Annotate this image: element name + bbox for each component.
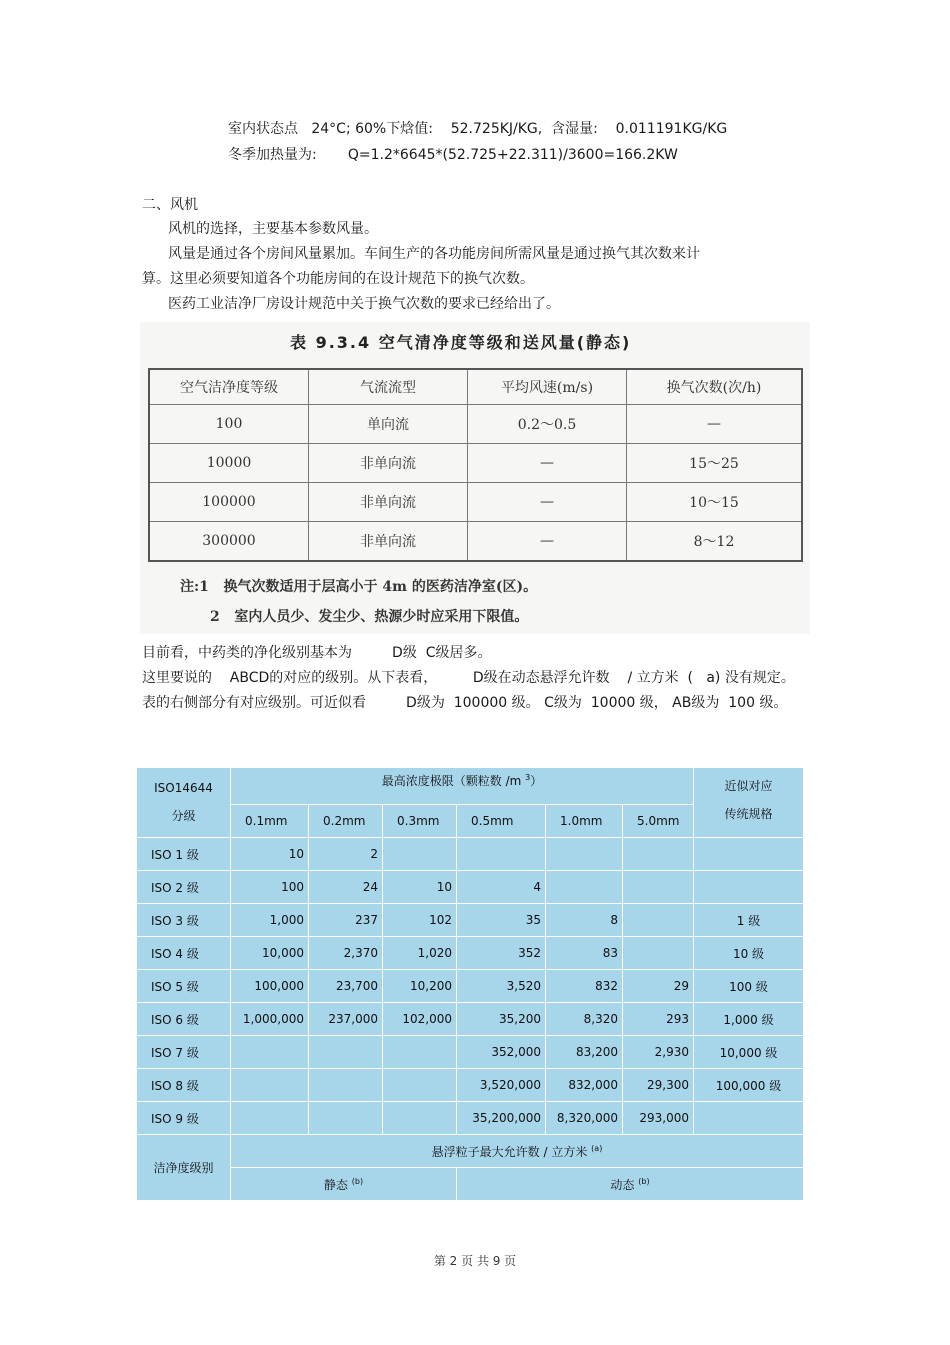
iso-classification-table — [136, 767, 804, 1201]
iso-class-cell: ISO 8 级 — [137, 1069, 231, 1102]
iso-header-row — [137, 768, 804, 805]
header-cell: 气流流型 — [309, 369, 468, 405]
table-row — [149, 522, 802, 562]
iso-value-cell: 1,000 — [231, 904, 309, 937]
table-cell: 0.2～0.5 — [468, 405, 627, 444]
scan-note-1: 注:1 换气次数适用于层高小于 4m 的医药洁净室(区)。 — [180, 579, 538, 595]
table-cell: — — [468, 522, 627, 562]
iso-value-cell — [383, 838, 457, 871]
current-line-1: 目前看，中药类的净化级别基本为 D级 C级居多。 — [142, 645, 492, 661]
dynamic-label — [457, 1168, 804, 1201]
table-cell: — — [627, 405, 803, 444]
iso-value-cell: 4 — [457, 871, 546, 904]
iso-value-cell — [231, 1036, 309, 1069]
scanned-table-figure — [140, 322, 810, 634]
iso-value-cell: 1,000,000 — [231, 1003, 309, 1036]
table-cell: 10～15 — [627, 483, 803, 522]
header-cell: 空气洁净度等级 — [149, 369, 309, 405]
iso-value-cell: 8,320 — [546, 1003, 623, 1036]
iso-value-cell: 1,020 — [383, 937, 457, 970]
table-cell: 100000 — [149, 483, 309, 522]
iso-value-cell — [309, 1036, 383, 1069]
iso-value-cell: 35 — [457, 904, 546, 937]
max-conc-close: ） — [530, 774, 543, 788]
iso-value-cell: 10 — [231, 838, 309, 871]
max-conc-text: 最高浓度极限（颗粒数 /m — [381, 774, 526, 788]
dynamic-text: 动态 — [610, 1177, 639, 1192]
table-cell: — — [468, 444, 627, 483]
iso-value-cell: 29,300 — [623, 1069, 694, 1102]
iso-value-cell: 293 — [623, 1003, 694, 1036]
iso-value-cell: 83 — [546, 937, 623, 970]
iso-class-header-line2: 分级 — [171, 809, 196, 823]
iso-value-cell — [623, 904, 694, 937]
iso-value-cell: 29 — [623, 970, 694, 1003]
iso-value-cell: 10 — [383, 871, 457, 904]
iso-class-cell: ISO 9 级 — [137, 1102, 231, 1135]
iso-value-cell: 237 — [309, 904, 383, 937]
iso-row — [137, 871, 804, 904]
iso-value-cell: 2 — [309, 838, 383, 871]
size-header: 0.3mm — [383, 805, 457, 838]
iso-row — [137, 1036, 804, 1069]
clean-level-row — [137, 1135, 804, 1168]
current-line-2: 这里要说的 ABCD的对应的级别。从下表看， D级在动态悬浮允许数 / 立方米 ( a) 没有规定。 — [142, 670, 795, 686]
iso-class-header — [137, 768, 231, 838]
size-header: 0.2mm — [309, 805, 383, 838]
size-header: 1.0mm — [546, 805, 623, 838]
iso-value-cell — [383, 1036, 457, 1069]
scan-note-2: 2 室内人员少、发尘少、热源少时应采用下限值。 — [210, 609, 529, 625]
iso-value-cell — [383, 1102, 457, 1135]
iso-value-cell: 10,000 — [231, 937, 309, 970]
approx-header-line1: 近似对应 — [724, 779, 773, 793]
iso-approx-cell: 100,000 级 — [694, 1069, 804, 1102]
clean-level-label: 洁净度级别 — [137, 1135, 231, 1201]
spec-ref-line: 医药工业洁净厂房设计规范中关于换气次数的要求已经给出了。 — [168, 296, 560, 312]
iso-value-cell — [231, 1102, 309, 1135]
winter-heat-line: 冬季加热量为: Q=1.2*6645*(52.725+22.311)/3600=166.2KW — [228, 147, 678, 163]
table-cell: 单向流 — [309, 405, 468, 444]
iso-class-cell: ISO 6 级 — [137, 1003, 231, 1036]
table-row — [149, 405, 802, 444]
iso-value-cell — [546, 838, 623, 871]
iso-value-cell: 35,200,000 — [457, 1102, 546, 1135]
iso-value-cell: 100,000 — [231, 970, 309, 1003]
iso-value-cell: 24 — [309, 871, 383, 904]
static-label — [231, 1168, 457, 1201]
scan-table-title: 表 9.3.4 空气清净度等级和送风量(静态) — [290, 333, 632, 352]
iso-approx-cell: 10,000 级 — [694, 1036, 804, 1069]
iso-value-cell: 100 — [231, 871, 309, 904]
suspended-text: 悬浮粒子最大允许数 / 立方米 — [431, 1144, 592, 1159]
air-cleanliness-table — [148, 368, 803, 562]
iso-approx-cell — [694, 838, 804, 871]
iso-value-cell: 2,370 — [309, 937, 383, 970]
iso-value-cell: 832 — [546, 970, 623, 1003]
iso-table-body — [137, 838, 804, 1135]
section-title: 二、风机 — [142, 197, 198, 213]
iso-value-cell — [623, 871, 694, 904]
iso-value-cell: 352 — [457, 937, 546, 970]
table-cell: 非单向流 — [309, 522, 468, 562]
iso-value-cell: 10,200 — [383, 970, 457, 1003]
iso-value-cell: 102,000 — [383, 1003, 457, 1036]
iso-row — [137, 838, 804, 871]
iso-row — [137, 970, 804, 1003]
table-cell: 非单向流 — [309, 483, 468, 522]
iso-value-cell — [457, 838, 546, 871]
table-cell: 8～12 — [627, 522, 803, 562]
iso-approx-cell: 10 级 — [694, 937, 804, 970]
iso-row — [137, 1069, 804, 1102]
page-footer: 第 2 页 共 9 页 — [433, 1254, 517, 1268]
header-cell: 平均风速(m/s) — [468, 369, 627, 405]
iso-approx-cell — [694, 871, 804, 904]
iso-value-cell: 35,200 — [457, 1003, 546, 1036]
size-header: 5.0mm — [623, 805, 694, 838]
dynamic-sup: (b) — [638, 1176, 650, 1186]
header-cell: 换气次数(次/h) — [627, 369, 803, 405]
table-cell: — — [468, 483, 627, 522]
iso-value-cell: 8,320,000 — [546, 1102, 623, 1135]
max-conc-sup: 3 — [525, 773, 531, 782]
iso-class-cell: ISO 1 级 — [137, 838, 231, 871]
airflow-line-1: 风量是通过各个房间风量累加。车间生产的各功能房间所需风量是通过换气其次数来计 — [168, 246, 700, 262]
iso-value-cell: 8 — [546, 904, 623, 937]
iso-value-cell — [546, 871, 623, 904]
approx-header — [694, 768, 804, 838]
indoor-state-line: 室内状态点 24°C; 60%下焓值: 52.725KJ/KG, 含湿量: 0.011191KG/KG — [228, 121, 728, 137]
iso-row — [137, 937, 804, 970]
iso-value-cell: 102 — [383, 904, 457, 937]
iso-value-cell — [309, 1102, 383, 1135]
iso-approx-cell — [694, 1102, 804, 1135]
static-sup: (b) — [351, 1176, 364, 1186]
state-row — [137, 1168, 804, 1201]
airflow-line-2: 算。这里必须要知道各个功能房间的在设计规范下的换气次数。 — [142, 271, 534, 287]
iso-value-cell: 23,700 — [309, 970, 383, 1003]
current-line-3: 表的右侧部分有对应级别。可近似看 D级为 100000 级。 C级为 10000 级， AB级为 100 级。 — [142, 695, 788, 711]
iso-value-cell — [309, 1069, 383, 1102]
iso-value-cell: 832,000 — [546, 1069, 623, 1102]
iso-approx-cell: 1,000 级 — [694, 1003, 804, 1036]
iso-value-cell: 352,000 — [457, 1036, 546, 1069]
iso-row — [137, 904, 804, 937]
size-header: 0.1mm — [231, 805, 309, 838]
iso-value-cell: 83,200 — [546, 1036, 623, 1069]
iso-row — [137, 1102, 804, 1135]
iso-approx-cell: 100 级 — [694, 970, 804, 1003]
table-header-row — [149, 369, 802, 405]
iso-value-cell — [623, 937, 694, 970]
iso-class-cell: ISO 7 级 — [137, 1036, 231, 1069]
approx-header-line2: 传统规格 — [724, 807, 773, 821]
size-header: 0.5mm — [457, 805, 546, 838]
iso-row — [137, 1003, 804, 1036]
iso-value-cell: 3,520 — [457, 970, 546, 1003]
table-row — [149, 444, 802, 483]
table-row — [149, 483, 802, 522]
iso-class-cell: ISO 3 级 — [137, 904, 231, 937]
iso-value-cell — [383, 1069, 457, 1102]
table-cell: 100 — [149, 405, 309, 444]
table-cell: 15～25 — [627, 444, 803, 483]
iso-class-header-line1: ISO14644 — [154, 781, 213, 795]
iso-value-cell — [231, 1069, 309, 1102]
table-cell: 10000 — [149, 444, 309, 483]
static-text: 静态 — [323, 1177, 352, 1192]
iso-value-cell: 3,520,000 — [457, 1069, 546, 1102]
suspended-header — [231, 1135, 804, 1168]
iso-value-cell: 2,930 — [623, 1036, 694, 1069]
iso-value-cell — [623, 838, 694, 871]
fan-choice-line: 风机的选择，主要基本参数风量。 — [168, 221, 378, 237]
iso-value-cell: 293,000 — [623, 1102, 694, 1135]
iso-class-cell: ISO 5 级 — [137, 970, 231, 1003]
table-cell: 非单向流 — [309, 444, 468, 483]
table-cell: 300000 — [149, 522, 309, 562]
iso-approx-cell: 1 级 — [694, 904, 804, 937]
suspended-sup: (a) — [591, 1143, 603, 1153]
iso-class-cell: ISO 4 级 — [137, 937, 231, 970]
iso-value-cell: 237,000 — [309, 1003, 383, 1036]
max-concentration-header — [231, 768, 694, 805]
iso-class-cell: ISO 2 级 — [137, 871, 231, 904]
